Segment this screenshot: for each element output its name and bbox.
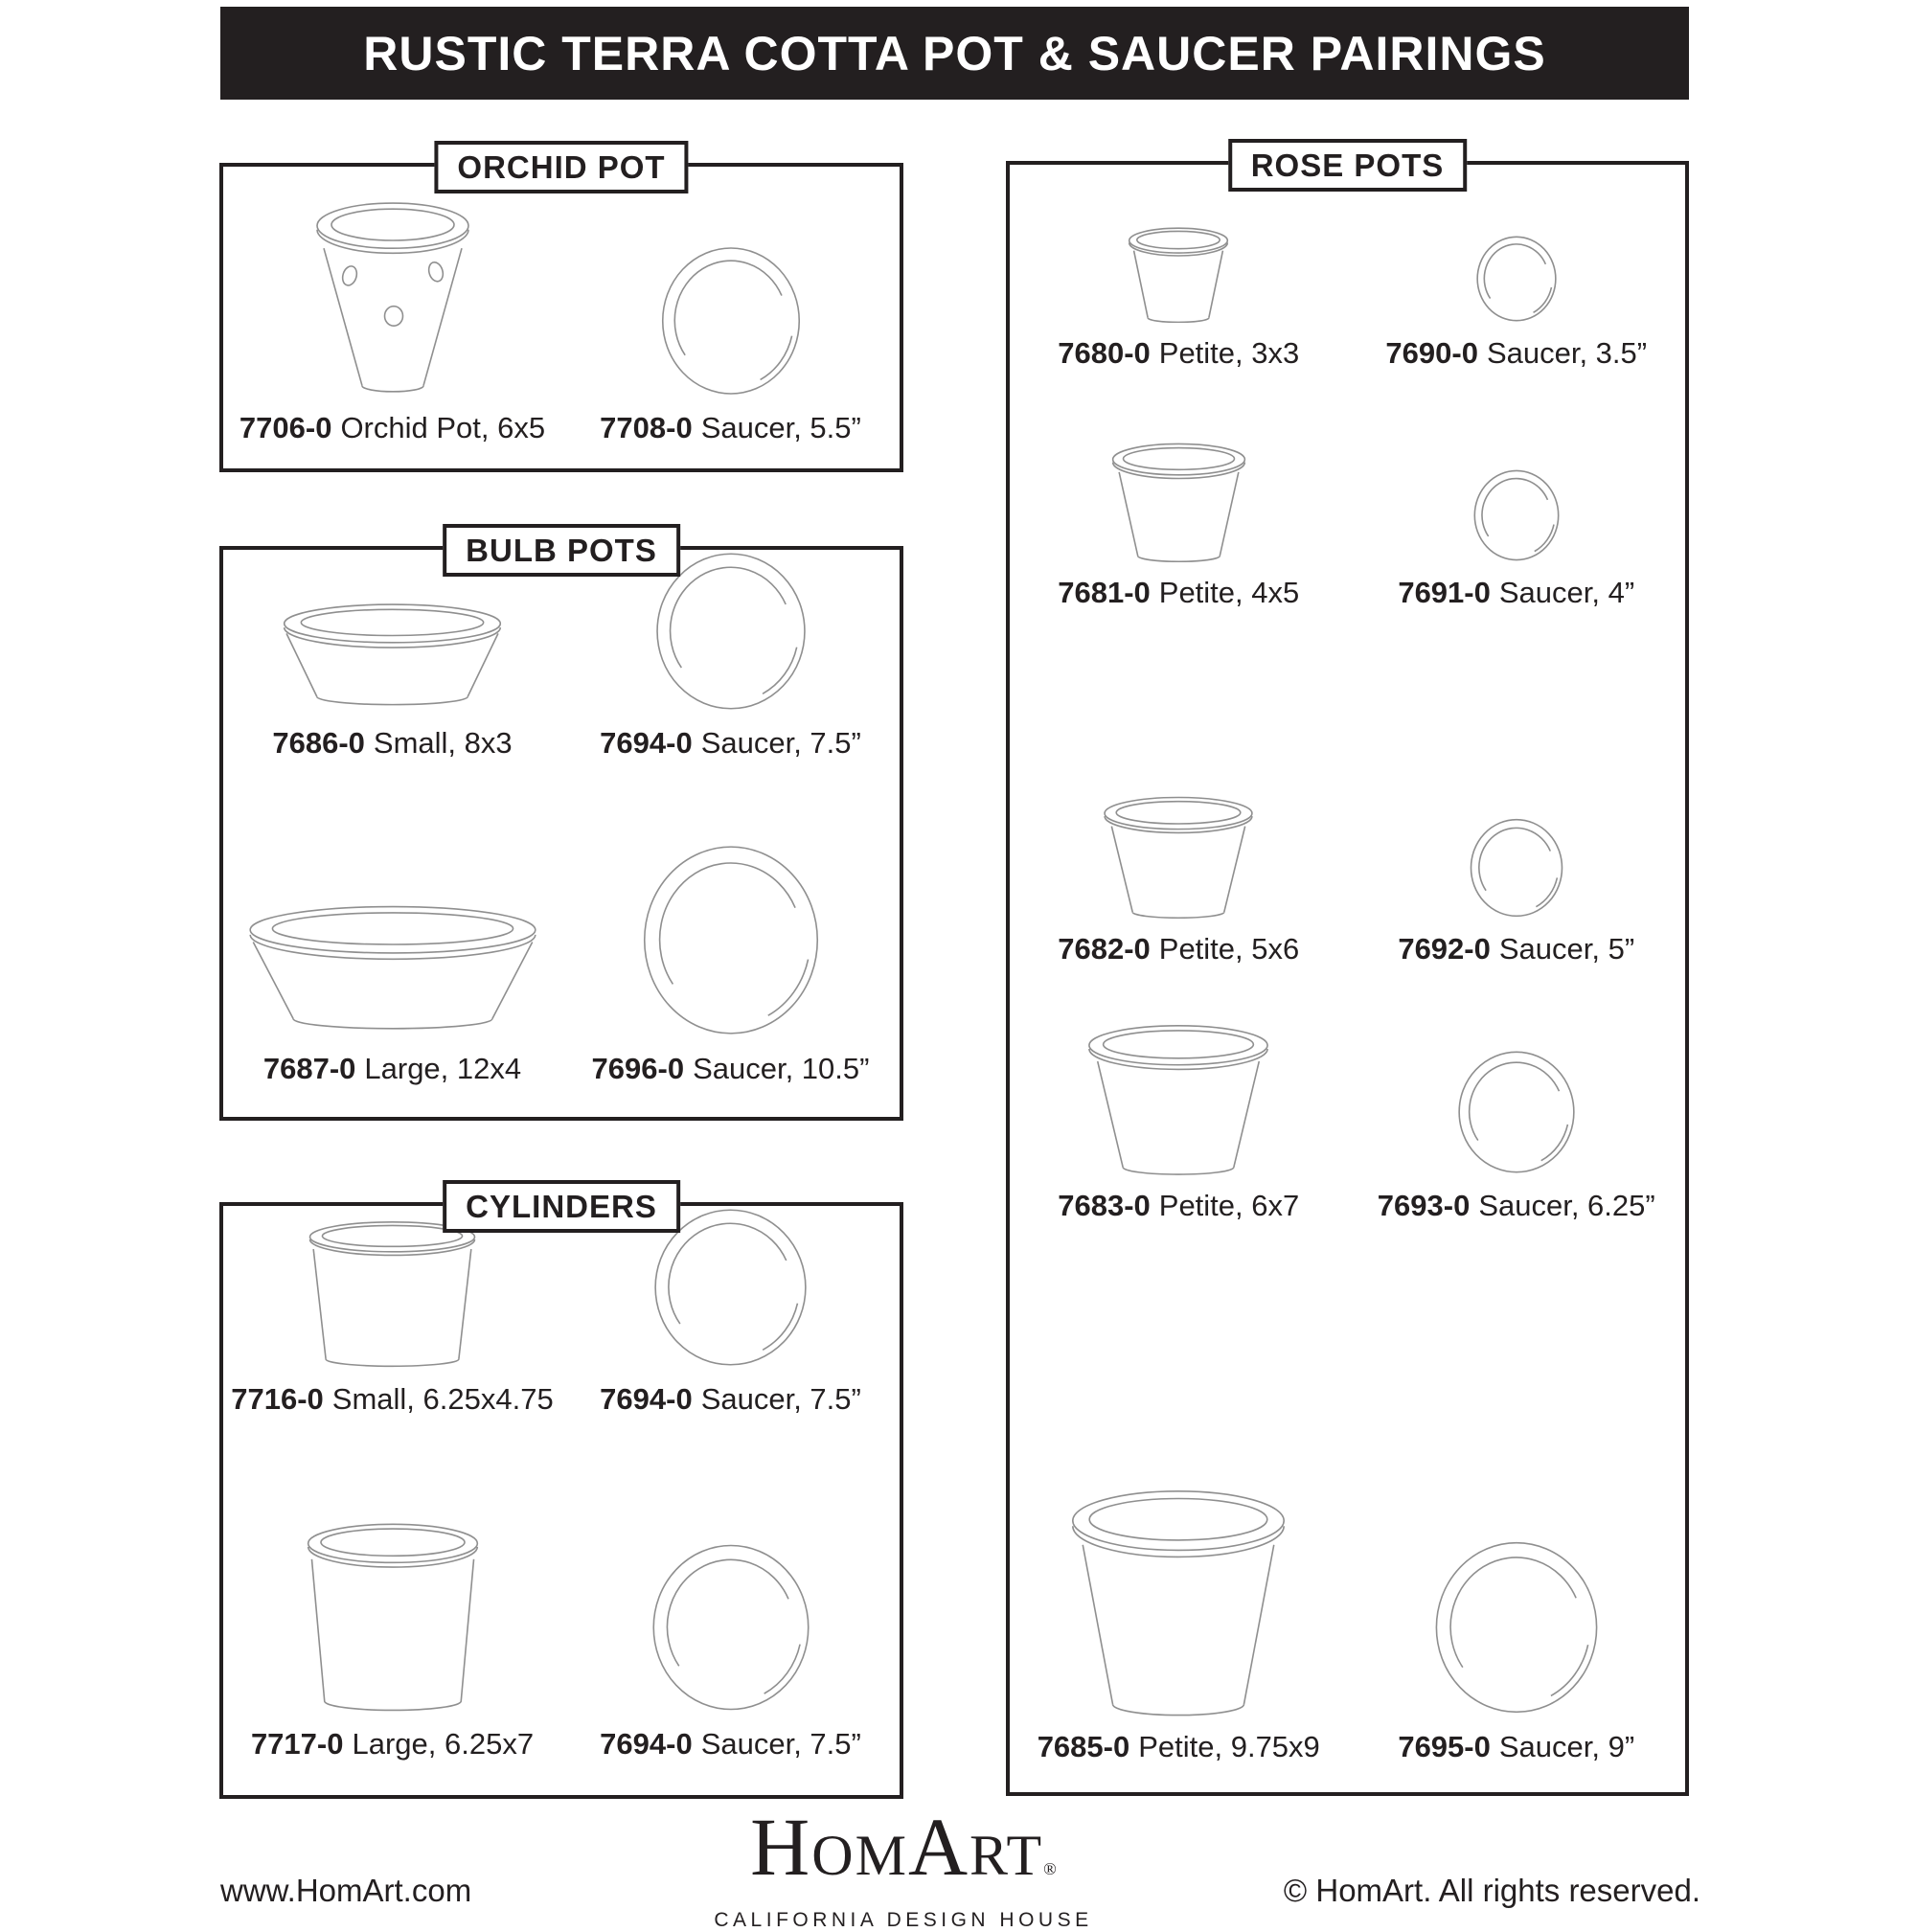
item-cell (1348, 165, 1686, 373)
pairing-row (223, 167, 900, 476)
saucer-drawing (1475, 235, 1558, 323)
registered-trademark-icon: ® (1043, 1859, 1057, 1878)
item-cell (1348, 380, 1686, 612)
item-label (263, 1050, 521, 1088)
section-box-cylinders (219, 1189, 903, 1799)
item-description: Small, 8x3 (373, 726, 513, 760)
item-description: Saucer, 3.5” (1486, 336, 1648, 370)
footer-website: www.HomArt.com (220, 1873, 472, 1908)
section-box-orchid (219, 149, 903, 472)
item-code: 7683-0 (1058, 1189, 1151, 1222)
item-cell (223, 167, 561, 447)
item-label (272, 724, 512, 762)
orchid-pot-drawing (311, 201, 474, 398)
item-code: 7686-0 (272, 726, 365, 760)
item-description: Petite, 9.75x9 (1138, 1730, 1320, 1763)
cylinder-pot-drawing (304, 1220, 481, 1369)
rose-pot-drawing (1101, 796, 1256, 919)
item-cell (1010, 380, 1348, 612)
item-label (600, 1380, 861, 1419)
pairing-row (1010, 620, 1685, 976)
item-label (1398, 1728, 1634, 1766)
item-description: Saucer, 7.5” (700, 726, 861, 760)
item-label (251, 1725, 534, 1763)
item-description: Large, 6.25x7 (352, 1727, 535, 1761)
section-label-bulb: BULB POTS (443, 524, 680, 577)
item-code: 7717-0 (250, 1727, 344, 1761)
item-description: Saucer, 5.5” (700, 411, 861, 444)
rose-pot-drawing (1067, 1489, 1289, 1716)
item-cell (1010, 620, 1348, 968)
item-cell (1348, 1233, 1686, 1766)
item-cell (561, 770, 900, 1088)
item-label (1385, 334, 1647, 373)
item-description: Large, 12x4 (364, 1052, 522, 1085)
item-description: Saucer, 7.5” (700, 1382, 861, 1416)
item-label (1058, 334, 1299, 373)
item-description: Saucer, 4” (1498, 576, 1635, 609)
title-bar (220, 7, 1689, 100)
item-code: 7716-0 (231, 1382, 324, 1416)
item-description: Saucer, 6.25” (1478, 1189, 1655, 1222)
homart-logo-subtext: CALIFORNIA DESIGN HOUSE (714, 1909, 1093, 1931)
item-cell (1010, 165, 1348, 373)
item-code: 7690-0 (1385, 336, 1478, 370)
pairing-row (1010, 1233, 1685, 1774)
item-code: 7694-0 (600, 1727, 693, 1761)
footer-copyright: © HomArt. All rights reserved. (1283, 1873, 1700, 1908)
item-label (240, 409, 545, 447)
item-label (592, 1050, 870, 1088)
pairing-row (1010, 380, 1685, 620)
item-cell (561, 167, 900, 447)
saucer-drawing (659, 244, 803, 398)
item-code: 7695-0 (1398, 1730, 1491, 1763)
item-code: 7685-0 (1037, 1730, 1130, 1763)
bulb-bowl-drawing (280, 602, 505, 713)
saucer-drawing (1456, 1049, 1577, 1175)
item-description: Saucer, 7.5” (700, 1727, 861, 1761)
item-label (600, 724, 861, 762)
item-description: Petite, 5x6 (1158, 932, 1300, 966)
item-code: 7687-0 (262, 1052, 356, 1085)
item-label (600, 1725, 861, 1763)
item-code: 7680-0 (1058, 336, 1151, 370)
bulb-bowl-drawing (244, 904, 541, 1038)
section-box-rose (1006, 148, 1689, 1796)
section-label-orchid: ORCHID POT (434, 141, 688, 193)
item-label (1378, 1187, 1655, 1225)
item-description: Small, 6.25x4.75 (331, 1382, 554, 1416)
pairing-row (223, 550, 900, 770)
saucer-drawing (1432, 1538, 1601, 1716)
item-label (1058, 1187, 1299, 1225)
saucer-drawing (1469, 817, 1564, 919)
pairing-row (223, 1206, 900, 1426)
item-label (231, 1380, 553, 1419)
pairing-row (223, 770, 900, 1096)
section-box-bulb (219, 533, 903, 1121)
item-description: Saucer, 5” (1498, 932, 1635, 966)
section-label-cylinders: CYLINDERS (443, 1180, 680, 1233)
item-label (600, 409, 861, 447)
item-cell (561, 1426, 900, 1763)
item-cell (223, 1426, 561, 1763)
rose-pot-drawing (1127, 227, 1230, 323)
homart-wordmark: HomArt® (750, 1801, 1057, 1893)
item-label (1398, 930, 1634, 968)
pairing-row (223, 1426, 900, 1771)
item-code: 7694-0 (600, 1382, 693, 1416)
saucer-drawing (640, 842, 822, 1038)
item-cell (1010, 1233, 1348, 1766)
item-code: 7694-0 (600, 726, 693, 760)
item-code: 7693-0 (1377, 1189, 1471, 1222)
section-label-rose: ROSE POTS (1228, 139, 1468, 192)
cylinder-pot-drawing (302, 1522, 484, 1714)
item-description: Orchid Pot, 6x5 (340, 411, 546, 444)
item-code: 7681-0 (1058, 576, 1151, 609)
item-label (1058, 574, 1299, 612)
item-label (1038, 1728, 1320, 1766)
item-description: Saucer, 10.5” (693, 1052, 870, 1085)
item-label (1058, 930, 1299, 968)
item-code: 7691-0 (1398, 576, 1491, 609)
rose-pot-drawing (1084, 1024, 1272, 1175)
item-cell (561, 1206, 900, 1419)
item-label (1398, 574, 1634, 612)
saucer-drawing (1472, 468, 1561, 562)
item-description: Petite, 6x7 (1158, 1189, 1300, 1222)
item-cell (1348, 976, 1686, 1225)
item-cell (223, 770, 561, 1088)
item-description: Saucer, 9” (1498, 1730, 1635, 1763)
pairing-row (1010, 976, 1685, 1233)
item-code: 7696-0 (591, 1052, 685, 1085)
item-description: Petite, 3x3 (1158, 336, 1300, 370)
item-cell (561, 550, 900, 762)
item-cell (1010, 976, 1348, 1225)
item-description: Petite, 4x5 (1158, 576, 1300, 609)
page-title: RUSTIC TERRA COTTA POT & SAUCER PAIRINGS (363, 26, 1546, 80)
item-code: 7706-0 (239, 411, 332, 444)
pairing-row (1010, 165, 1685, 380)
saucer-drawing (650, 1541, 812, 1714)
item-code: 7692-0 (1398, 932, 1491, 966)
item-cell (223, 550, 561, 762)
item-code: 7708-0 (600, 411, 693, 444)
item-cell (1348, 620, 1686, 968)
item-code: 7682-0 (1058, 932, 1151, 966)
item-cell (223, 1206, 561, 1419)
rose-pot-drawing (1109, 443, 1248, 562)
homart-logo (714, 1801, 1093, 1932)
